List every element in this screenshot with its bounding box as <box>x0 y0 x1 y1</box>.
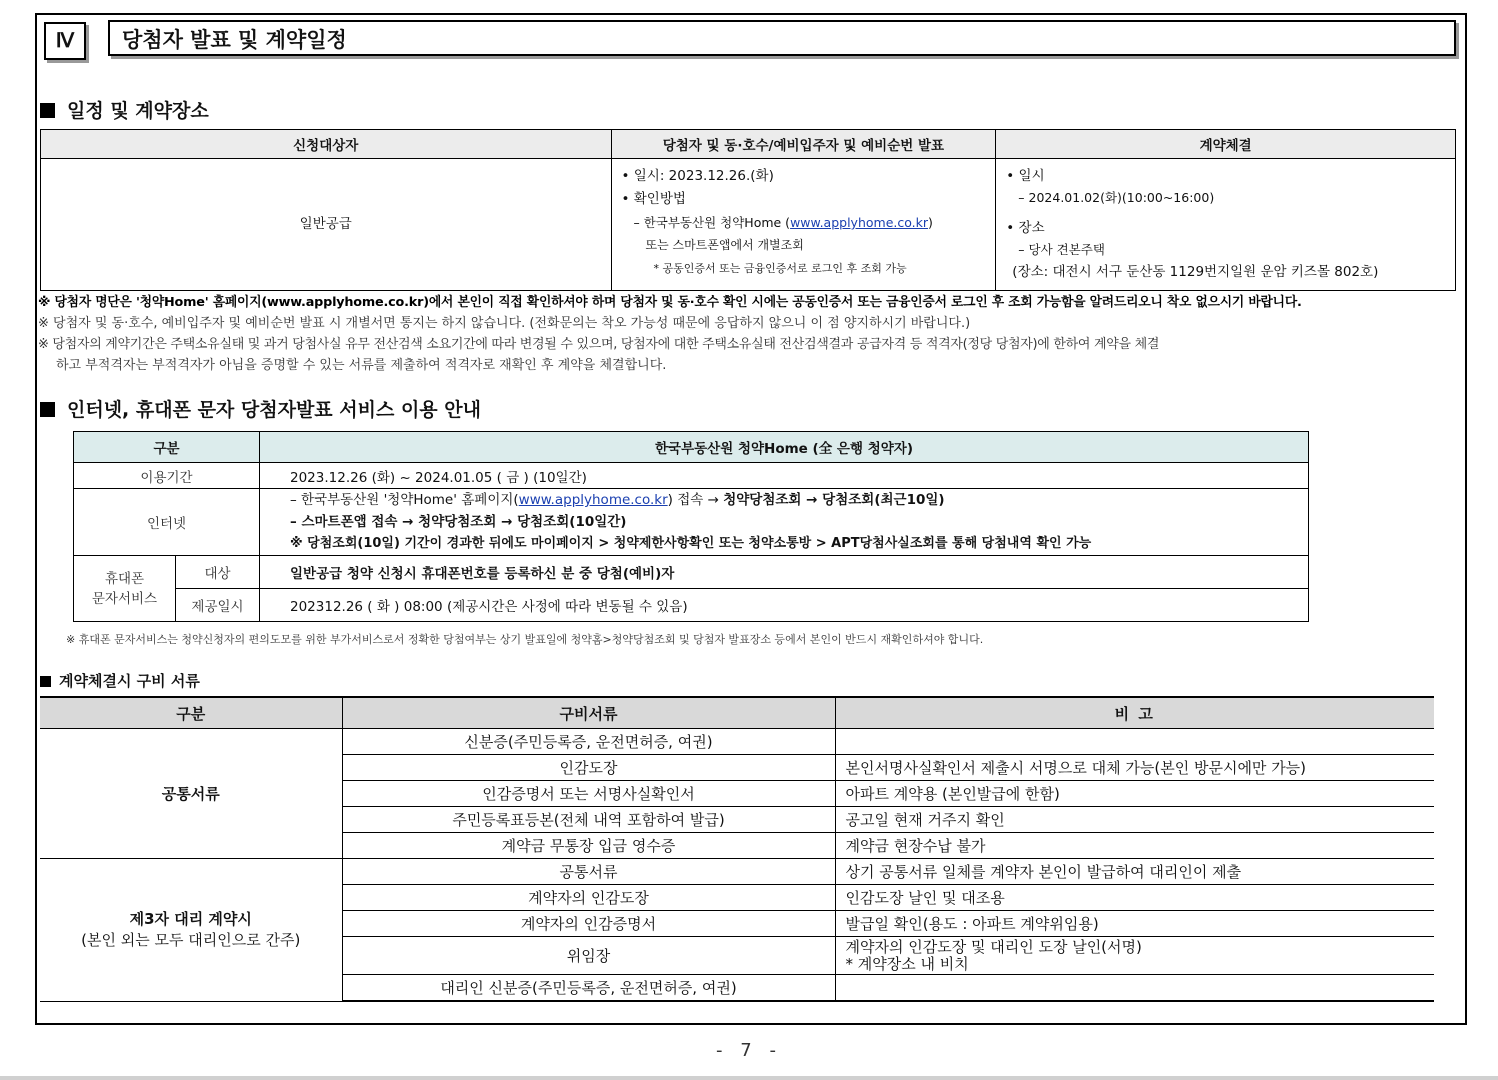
schedule-header-contract: 계약체결 <box>996 130 1456 159</box>
proxy-docs-label <box>40 859 342 1002</box>
target-label: 대상 <box>176 556 260 589</box>
proxy-note-5 <box>835 975 1434 1002</box>
contract-place: – 당사 견본주택 <box>1018 242 1105 257</box>
internet-label: 인터넷 <box>74 489 260 556</box>
announce-detail-prefix: – 한국부동산원 청약Home ( <box>633 215 791 230</box>
proxy-note-4-cell <box>835 937 1434 975</box>
common-doc-4: 주민등록표등본(전체 내역 포함하여 발급) <box>342 807 835 833</box>
sms-label-line2: 문자서비스 <box>91 590 158 607</box>
service-heading <box>40 395 481 422</box>
contract-date-label: • 일시 <box>1006 168 1045 184</box>
square-bullet-icon <box>40 103 55 118</box>
sms-label-line1: 휴대폰 <box>104 570 145 587</box>
note-1: ※ 당첨자 명단은 '청약Home' 홈페이지(www.applyhome.co.kr)에서 본인이 직접 확인하셔야 하며 당첨자 및 동·호수 확인 시에는 공동인증서 또는 금융인증서 로그인 후 조회 가능함을 알려드리오니 착오 없으시기 바랍니다. <box>38 295 1302 310</box>
announce-detail-suffix: ) <box>928 215 933 230</box>
common-note-2: 본인서명사실확인서 제출시 서명으로 대체 가능(본인 방문시에만 가능) <box>835 755 1434 781</box>
schedule-header-target: 신청대상자 <box>41 130 612 159</box>
internet-line1 <box>290 489 1298 511</box>
proxy-note-4: 계약자의 인감도장 및 대리인 도장 날인(서명) <box>845 937 1142 956</box>
square-bullet-icon <box>40 676 51 687</box>
contract-date: – 2024.01.02(화)(10:00~16:00) <box>1018 190 1215 205</box>
announce-detail3: * 공동인증서 또는 금융인증서로 로그인 후 조회 가능 <box>653 262 907 275</box>
schedule-contract-cell <box>996 159 1456 291</box>
common-note-4: 공고일 현재 거주지 확인 <box>835 807 1434 833</box>
note-2: ※ 당첨자 및 동·호수, 예비입주자 및 예비순번 발표 시 개별서면 통지는 하지 않습니다. (전화문의는 착오 가능성 때문에 응답하지 않으니 이 점 양지하시기 바랍니다.) <box>38 316 971 331</box>
service-header-provider: 한국부동산원 청약Home (全 은행 청약자) <box>260 432 1309 463</box>
internet-line2: – 스마트폰앱 접속 → 청약당첨조회 → 당첨조회(10일간) <box>290 514 627 530</box>
internet-line3: ※ 당첨조회(10일) 기간이 경과한 뒤에도 마이페이지 > 청약제한사항확인 또는 청약소통방 > APT당첨사실조회를 통해 당첨내역 확인 가능 <box>290 536 1092 551</box>
proxy-doc-2: 계약자의 인감도장 <box>342 885 835 911</box>
section-title: 당첨자 발표 및 계약일정 <box>108 20 1456 56</box>
common-doc-1: 신분증(주민등록증, 운전면허증, 여권) <box>342 729 835 755</box>
schedule-notes <box>38 292 1462 376</box>
documents-table <box>40 696 1434 1002</box>
schedule-heading-text: 일정 및 계약장소 <box>67 100 209 122</box>
contract-address: (장소: 대전시 서구 둔산동 1129번지일원 운암 키즈몰 802호) <box>1012 264 1379 280</box>
documents-heading <box>40 670 200 691</box>
page-number: - 7 - <box>716 1040 782 1061</box>
contract-place-label: • 장소 <box>1006 220 1045 236</box>
common-note-5: 계약금 현장수납 불가 <box>835 833 1434 859</box>
service-footnote: ※ 휴대폰 문자서비스는 청약신청자의 편의도모를 위한 부가서비스로서 정확한 당첨여부는 상기 발표일에 청약홈>청약당첨조회 및 당첨자 발표장소 등에서 본인이 반드시 재확인하셔야 합니다. <box>66 633 984 646</box>
schedule-announce-cell <box>611 159 996 291</box>
common-doc-3: 인감증명서 또는 서명사실확인서 <box>342 781 835 807</box>
internet-applyhome-link[interactable]: www.applyhome.co.kr <box>518 492 668 508</box>
service-heading-text: 인터넷, 휴대폰 문자 당첨자발표 서비스 이용 안내 <box>67 399 481 421</box>
square-bullet-icon <box>40 402 55 417</box>
common-note-1 <box>835 729 1434 755</box>
documents-header-category: 구분 <box>40 697 342 729</box>
proxy-note-4b: * 계약장소 내 비치 <box>845 954 969 973</box>
internet-cell <box>260 489 1309 556</box>
period-label: 이용기간 <box>74 463 260 489</box>
documents-header-note: 비 고 <box>835 697 1434 729</box>
bottom-bar <box>0 1076 1498 1080</box>
proxy-label: 제3자 대리 계약시 <box>129 909 252 928</box>
sms-label <box>74 556 176 622</box>
documents-header-docs: 구비서류 <box>342 697 835 729</box>
proxy-doc-1: 공통서류 <box>342 859 835 885</box>
section-number: Ⅳ <box>44 22 86 60</box>
announce-method: • 확인방법 <box>621 191 686 207</box>
note-3b: 하고 부적격자는 부적격자가 아님을 증명할 수 있는 서류를 제출하여 적격자로 재확인 후 계약을 체결합니다. <box>56 358 667 373</box>
proxy-sublabel: (본인 외는 모두 대리인으로 간주) <box>81 930 301 949</box>
common-docs-label: 공통서류 <box>40 729 342 859</box>
documents-heading-text: 계약체결시 구비 서류 <box>59 672 200 690</box>
service-header-category: 구분 <box>74 432 260 463</box>
proxy-note-1: 상기 공통서류 일체를 계약자 본인이 발급하여 대리인이 제출 <box>835 859 1434 885</box>
period-value: 2023.12.26 (화) ~ 2024.01.05 ( 금 ) (10일간) <box>260 463 1309 489</box>
schedule-target: 일반공급 <box>41 159 612 291</box>
common-note-3: 아파트 계약용 (본인발급에 한함) <box>835 781 1434 807</box>
announce-date: • 일시: 2023.12.26.(화) <box>621 168 774 184</box>
schedule-table <box>40 129 1456 291</box>
internet-line1-prefix: – 한국부동산원 '청약Home' 홈페이지( <box>290 492 519 508</box>
proxy-doc-4: 위임장 <box>342 937 835 975</box>
proxy-doc-5: 대리인 신분증(주민등록증, 운전면허증, 여권) <box>342 975 835 1002</box>
note-3: ※ 당첨자의 계약기간은 주택소유실태 및 과거 당첨사실 유무 전산검색 소요기간에 따라 변경될 수 있으며, 당첨자에 대한 주택소유실태 전산검색결과 공급자격 등 적격자(정당 당첨자)에 한하여 계약을 체결 <box>38 337 1160 352</box>
target-value: 일반공급 청약 신청시 휴대폰번호를 등록하신 분 중 당첨(예비)자 <box>260 556 1309 589</box>
common-doc-5: 계약금 무통장 입금 영수증 <box>342 833 835 859</box>
proxy-note-2: 인감도장 날인 및 대조용 <box>835 885 1434 911</box>
provide-value: 202312.26 ( 화 ) 08:00 (제공시간은 사정에 따라 변동될 수 있음) <box>260 589 1309 622</box>
schedule-heading <box>40 96 209 123</box>
internet-line1-mid: ) 접속 → <box>667 492 724 508</box>
announce-detail2: 또는 스마트폰앱에서 개별조회 <box>645 238 804 252</box>
proxy-doc-3: 계약자의 인감증명서 <box>342 911 835 937</box>
internet-line1-bold: 청약당첨조회 → 당첨조회(최근10일) <box>723 492 945 508</box>
provide-label: 제공일시 <box>176 589 260 622</box>
schedule-header-announce: 당첨자 및 동·호수/예비입주자 및 예비순번 발표 <box>611 130 996 159</box>
service-table <box>73 431 1309 622</box>
common-doc-2: 인감도장 <box>342 755 835 781</box>
proxy-note-3: 발급일 확인(용도 : 아파트 계약위임용) <box>835 911 1434 937</box>
applyhome-link[interactable]: www.applyhome.co.kr <box>790 215 929 230</box>
announce-detail <box>622 211 986 234</box>
